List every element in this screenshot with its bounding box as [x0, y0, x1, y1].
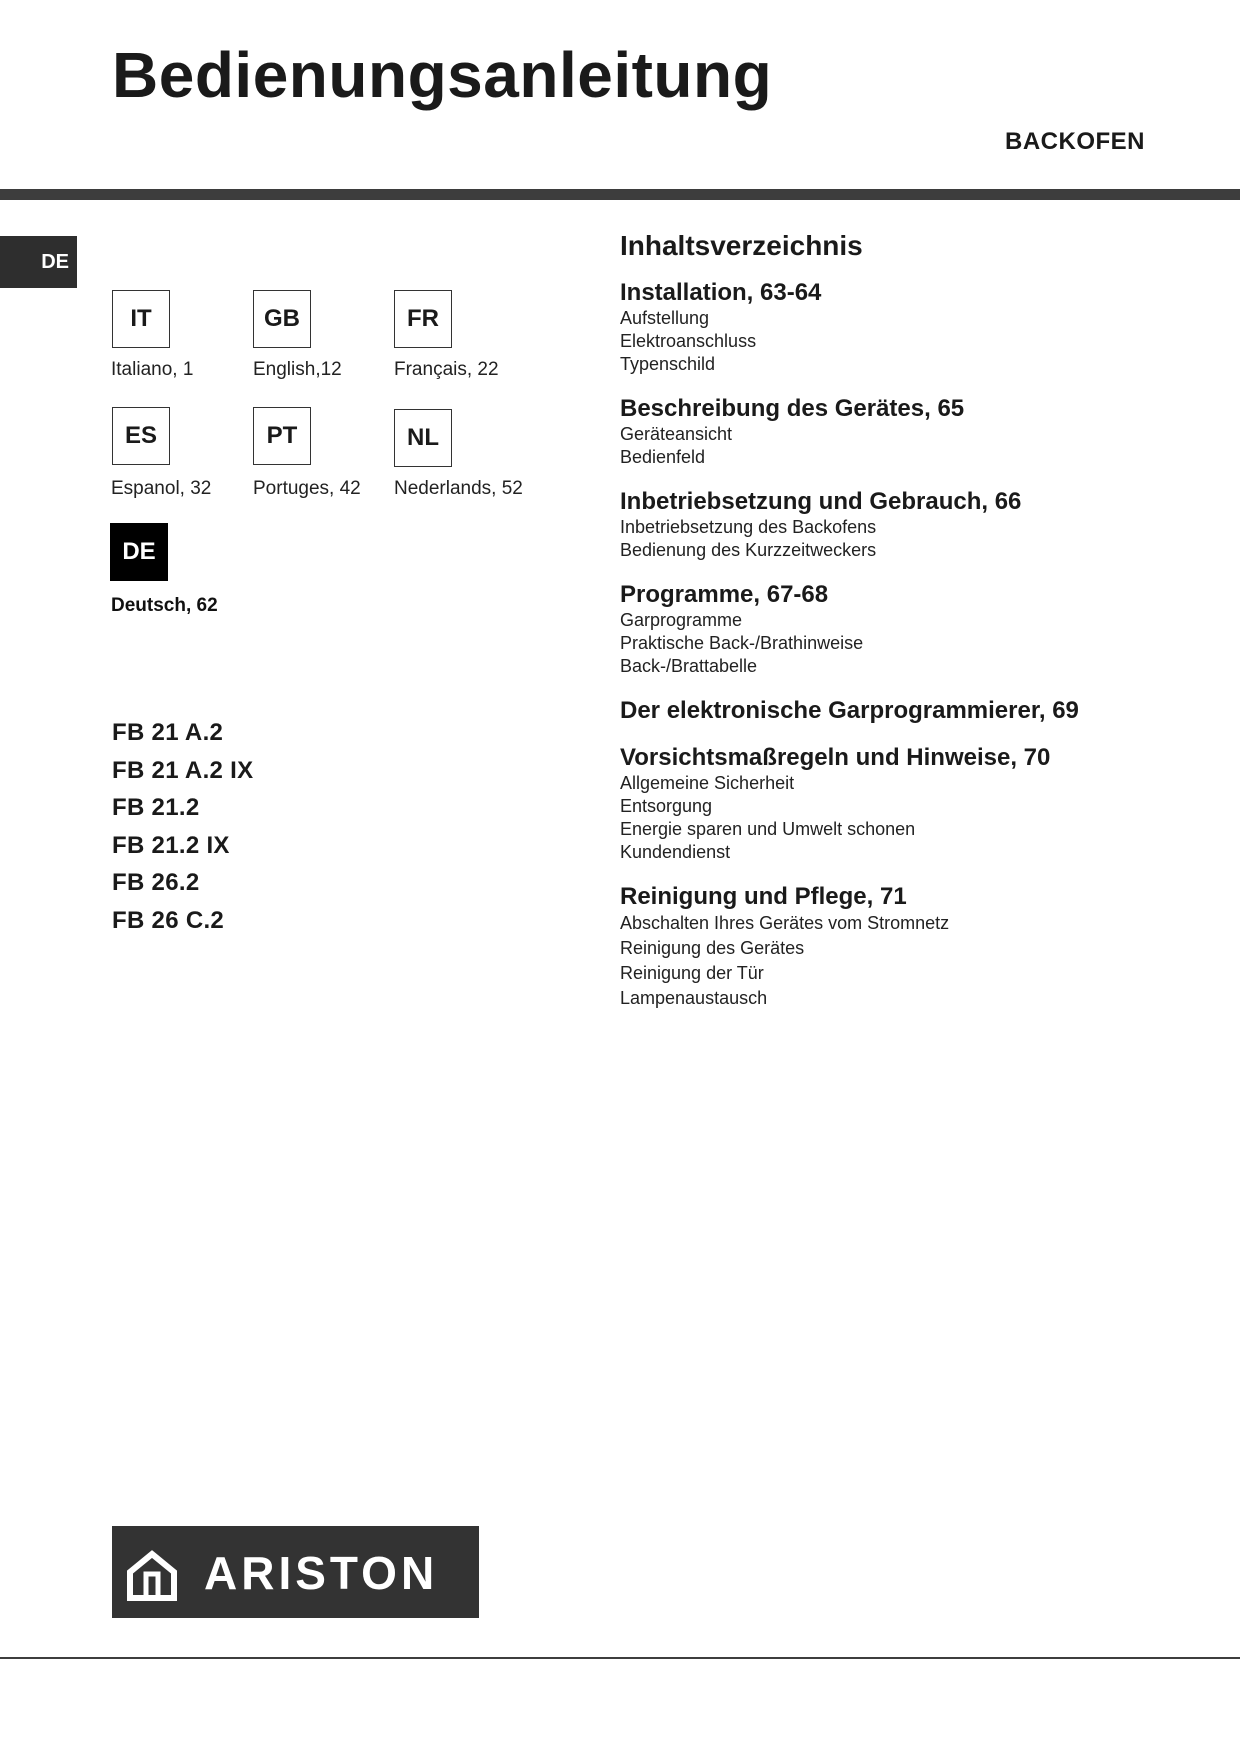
language-label-fr: Français, 22 [394, 359, 499, 380]
current-language-tab: DE [0, 236, 77, 288]
toc-section-precautions [620, 743, 1220, 864]
model-item: FB 21.2 [112, 794, 200, 822]
house-logo-icon [126, 1550, 178, 1602]
model-item: FB 26.2 [112, 869, 200, 897]
language-box-it[interactable]: IT [112, 290, 170, 348]
toc-section-title[interactable]: Programme, 67-68 [620, 581, 829, 608]
model-item: FB 21.2 IX [112, 831, 230, 859]
toc-section-programs [620, 580, 1220, 678]
toc-item[interactable]: Allgemeine Sicherheit [620, 773, 795, 793]
model-list [112, 714, 253, 940]
toc-item[interactable]: Reinigung des Gerätes [620, 938, 805, 958]
toc-item[interactable]: Aufstellung [620, 308, 710, 328]
language-box-fr[interactable]: FR [394, 290, 452, 348]
toc-section-title[interactable]: Inbetriebsetzung und Gebrauch, 66 [620, 488, 1022, 515]
table-of-contents [620, 228, 1220, 1029]
model-item: FB 21 A.2 IX [112, 756, 254, 784]
language-box-es[interactable]: ES [112, 407, 170, 465]
toc-item[interactable]: Bedienfeld [620, 447, 706, 467]
toc-section-title[interactable]: Reinigung und Pflege, 71 [620, 883, 907, 910]
toc-item[interactable]: Back-/Brattabelle [620, 656, 758, 676]
toc-item[interactable]: Garprogramme [620, 610, 743, 630]
toc-item[interactable]: Abschalten Ihres Gerätes vom Stromnetz [620, 913, 950, 933]
language-box-gb[interactable]: GB [253, 290, 311, 348]
toc-item[interactable]: Geräteansicht [620, 424, 733, 444]
product-category: BACKOFEN [1005, 128, 1145, 155]
toc-section-title[interactable]: Installation, 63-64 [620, 279, 822, 306]
toc-section-title[interactable]: Der elektronische Garprogrammierer, 69 [620, 697, 1079, 724]
header-divider [0, 189, 1240, 200]
toc-item[interactable]: Praktische Back-/Brathinweise [620, 633, 864, 653]
language-box-pt[interactable]: PT [253, 407, 311, 465]
language-label-gb: English,12 [253, 359, 342, 380]
toc-section-title[interactable]: Vorsichtsmaßregeln und Hinweise, 70 [620, 744, 1051, 771]
footer-divider [0, 1657, 1240, 1659]
toc-item[interactable]: Energie sparen und Umwelt schonen [620, 819, 916, 839]
toc-item[interactable]: Kundendienst [620, 842, 731, 862]
toc-section-programmer [620, 696, 1220, 725]
language-label-es: Espanol, 32 [111, 478, 212, 499]
brand-name: ARISTON [204, 1547, 439, 1599]
toc-item[interactable]: Elektroanschluss [620, 331, 757, 351]
language-box-de[interactable]: DE [110, 523, 168, 581]
toc-heading: Inhaltsverzeichnis [620, 230, 863, 261]
document-title: Bedienungsanleitung [112, 39, 773, 111]
toc-item[interactable]: Entsorgung [620, 796, 713, 816]
model-item: FB 26 C.2 [112, 906, 225, 934]
language-label-pt: Portuges, 42 [253, 478, 361, 499]
toc-section-cleaning [620, 882, 1220, 1011]
toc-section-startup [620, 487, 1220, 562]
language-label-it: Italiano, 1 [111, 359, 194, 380]
toc-item[interactable]: Lampenaustausch [620, 988, 768, 1008]
toc-item[interactable]: Bedienung des Kurzzeitweckers [620, 540, 877, 560]
language-box-nl[interactable]: NL [394, 409, 452, 467]
ariston-logo [112, 1526, 479, 1618]
toc-item[interactable]: Reinigung der Tür [620, 963, 764, 983]
toc-item[interactable]: Typenschild [620, 354, 716, 374]
toc-item[interactable]: Inbetriebsetzung des Backofens [620, 517, 877, 537]
toc-section-description [620, 394, 1220, 469]
toc-section-installation [620, 278, 1220, 376]
language-label-nl: Nederlands, 52 [394, 478, 523, 499]
toc-section-title[interactable]: Beschreibung des Gerätes, 65 [620, 395, 965, 422]
model-item: FB 21 A.2 [112, 719, 224, 746]
language-label-de: Deutsch, 62 [111, 595, 218, 616]
